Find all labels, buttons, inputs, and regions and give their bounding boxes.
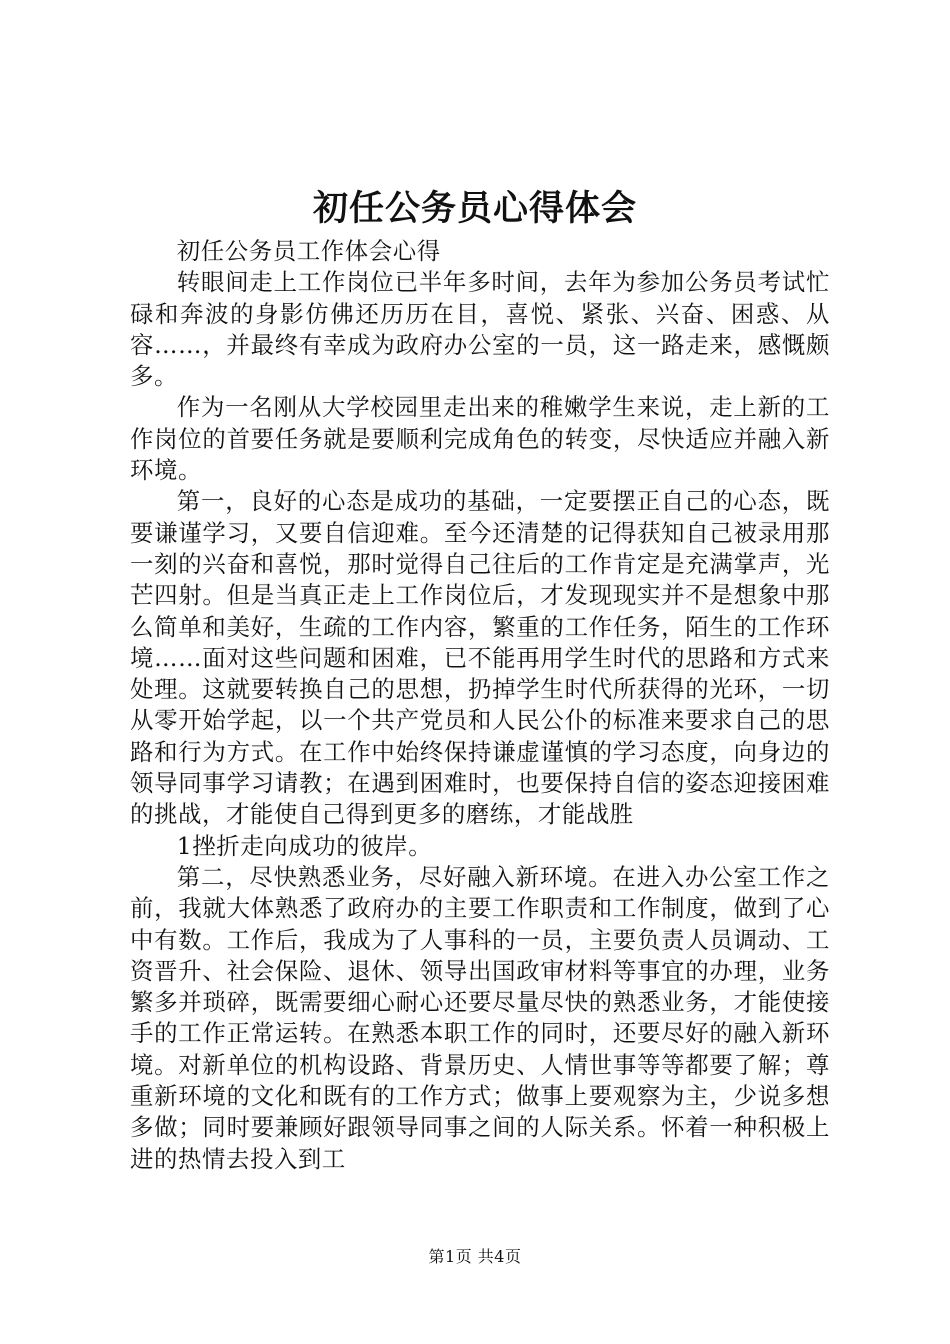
- page-footer: 第1页 共4页: [428, 1247, 522, 1266]
- document-body: [130, 236, 830, 1175]
- paragraph-point-one: 第一，良好的心态是成功的基础，一定要摆正自己的心态，既要谦谨学习，又要自信迎难。至今还清楚的记得获知自己被录用那一刻的兴奋和喜悦，那时觉得自己往后的工作肯定是充满掌声，光芒四射。但是当真正走上工作岗位后，才发现现实并不是想象中那么简单和美好，生疏的工作内容，繁重的工作任务，陌生的工作环境……面对这些问题和困难，已不能再用学生时代的思路和方式来处理。这就要转换自己的思想，扔掉学生时代所获得的光环，一切从零开始学起，以一个共产党员和人民公仆的标准来要求自己的思路和行为方式。在工作中始终保持谦虚谨慎的学习态度，向身边的领导同事学习请教；在遇到困难时，也要保持自信的姿态迎接困难的挑战，才能使自己得到更多的磨练，才能战胜: [130, 487, 830, 829]
- paragraph-point-one-continued: 1挫折走向成功的彼岸。: [176, 831, 433, 860]
- paragraph-role-change: 作为一名刚从大学校园里走出来的稚嫩学生来说，走上新的工作岗位的首要任务就是要顺利完成角色的转变，尽快适应并融入新环境。: [130, 393, 830, 485]
- paragraph-point-two: 第二，尽快熟悉业务，尽好融入新环境。在进入办公室工作之前，我就大体熟悉了政府办的主要工作职责和工作制度，做到了心中有数。工作后，我成为了人事科的一员，主要负责人员调动、工资晋升、社会保险、退休、领导出国政审材料等事宜的办理，业务繁多并琐碎，既需要细心耐心还要尽量尽快的熟悉业务，才能使接手的工作正常运转。在熟悉本职工作的同时，还要尽好的融入新环境。对新单位的机构设路、背景历史、人情世事等等都要了解；尊重新环境的文化和既有的工作方式；做事上要观察为主，少说多想多做；同时要兼顾好跟领导同事之间的人际关系。怀着一种积极上进的热情去投入到工: [130, 862, 830, 1173]
- paragraph-subtitle: 初任公务员工作体会心得: [176, 237, 441, 265]
- document-title: 初任公务员心得体会: [312, 188, 637, 229]
- paragraph-intro: 转眼间走上工作岗位已半年多时间，去年为参加公务员考试忙碌和奔波的身影仿佛还历历在目，喜悦、紧张、兴奋、困惑、从容……，并最终有幸成为政府办公室的一员，这一路走来，感慨颇多。: [130, 268, 830, 391]
